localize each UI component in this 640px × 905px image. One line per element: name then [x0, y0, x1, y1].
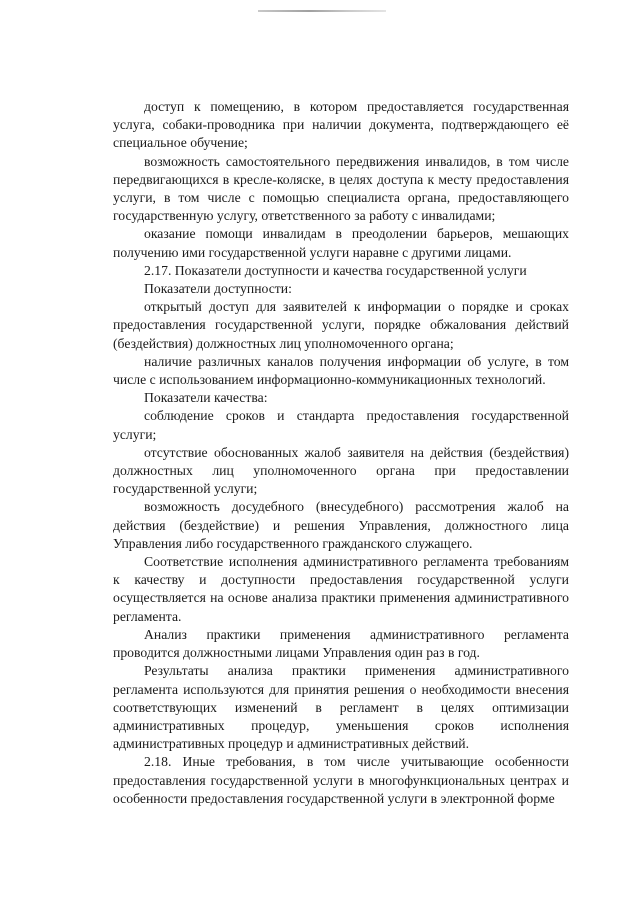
paragraph-open-access: открытый доступ для заявителей к информации о порядке и сроках предоставления государственной услуги, порядке обжалования действий (бездействия) должностных лиц уполномоченного органа; — [113, 299, 569, 351]
paragraph-annual-analysis: Анализ практики применения административного регламента проводится должностными лицами Управления один раз в год. — [113, 626, 569, 661]
section-heading-2-17: 2.17. Показатели доступности и качества государственной услуги — [144, 262, 527, 278]
paragraph-compliance-analysis: Соответствие исполнения административного регламента требованиям к качеству и доступности предоставления государственной услуги осуществляется на основе анализа практики применения административного регламента. — [113, 554, 569, 624]
scan-artifact — [258, 10, 386, 12]
paragraph-independent-movement: возможность самостоятельного передвижения инвалидов, в том числе передвигающихся в кресле-коляске, в целях доступа к месту предоставления услуги, в том числе с помощью специалиста органа, предоставляющего государственную услугу, ответственного за работу с инвалидами; — [113, 153, 569, 224]
paragraph-analysis-results: Результаты анализа практики применения административного регламента используются для принятия решения о необходимости внесения соответствующих изменений в регламент в целях оптимизации административных процедур, уменьшения сроков исполнения административных процедур и административных действий. — [113, 663, 569, 752]
paragraph-guide-dog-access: доступ к помещению, в котором предоставляется государственная услуга, собаки-проводника при наличии документа, подтверждающего её специальное обучение; — [113, 99, 569, 151]
paragraph-info-channels: наличие различных каналов получения информации об услуге, в том числе с использованием информационно-коммуникационных технологий. — [113, 353, 569, 388]
subheading-accessibility-indicators: Показатели доступности: — [144, 281, 292, 297]
document-body — [113, 98, 569, 808]
paragraph-barrier-assistance: оказание помощи инвалидам в преодолении барьеров, мешающих получению ими государственной услуги наравне с другими лицами. — [113, 226, 569, 260]
paragraph-deadlines-compliance: соблюдение сроков и стандарта предоставления государственной услуги; — [113, 408, 569, 442]
section-heading-2-18: 2.18. Иные требования, в том числе учитывающие особенности предоставления государственной услуги в многофункциональных центрах и особенности предоставления государственной услуги в электронной форме — [113, 754, 569, 806]
subheading-quality-indicators: Показатели качества: — [144, 390, 268, 406]
paragraph-no-complaints: отсутствие обоснованных жалоб заявителя на действия (бездействия) должностных лиц уполномоченного органа при предоставлении государственной услуги; — [113, 444, 569, 497]
paragraph-pretrial-review: возможность досудебного (внесудебного) рассмотрения жалоб на действия (бездействие) и решения Управления, должностного лица Управления либо государственного гражданского служащего. — [113, 499, 569, 551]
